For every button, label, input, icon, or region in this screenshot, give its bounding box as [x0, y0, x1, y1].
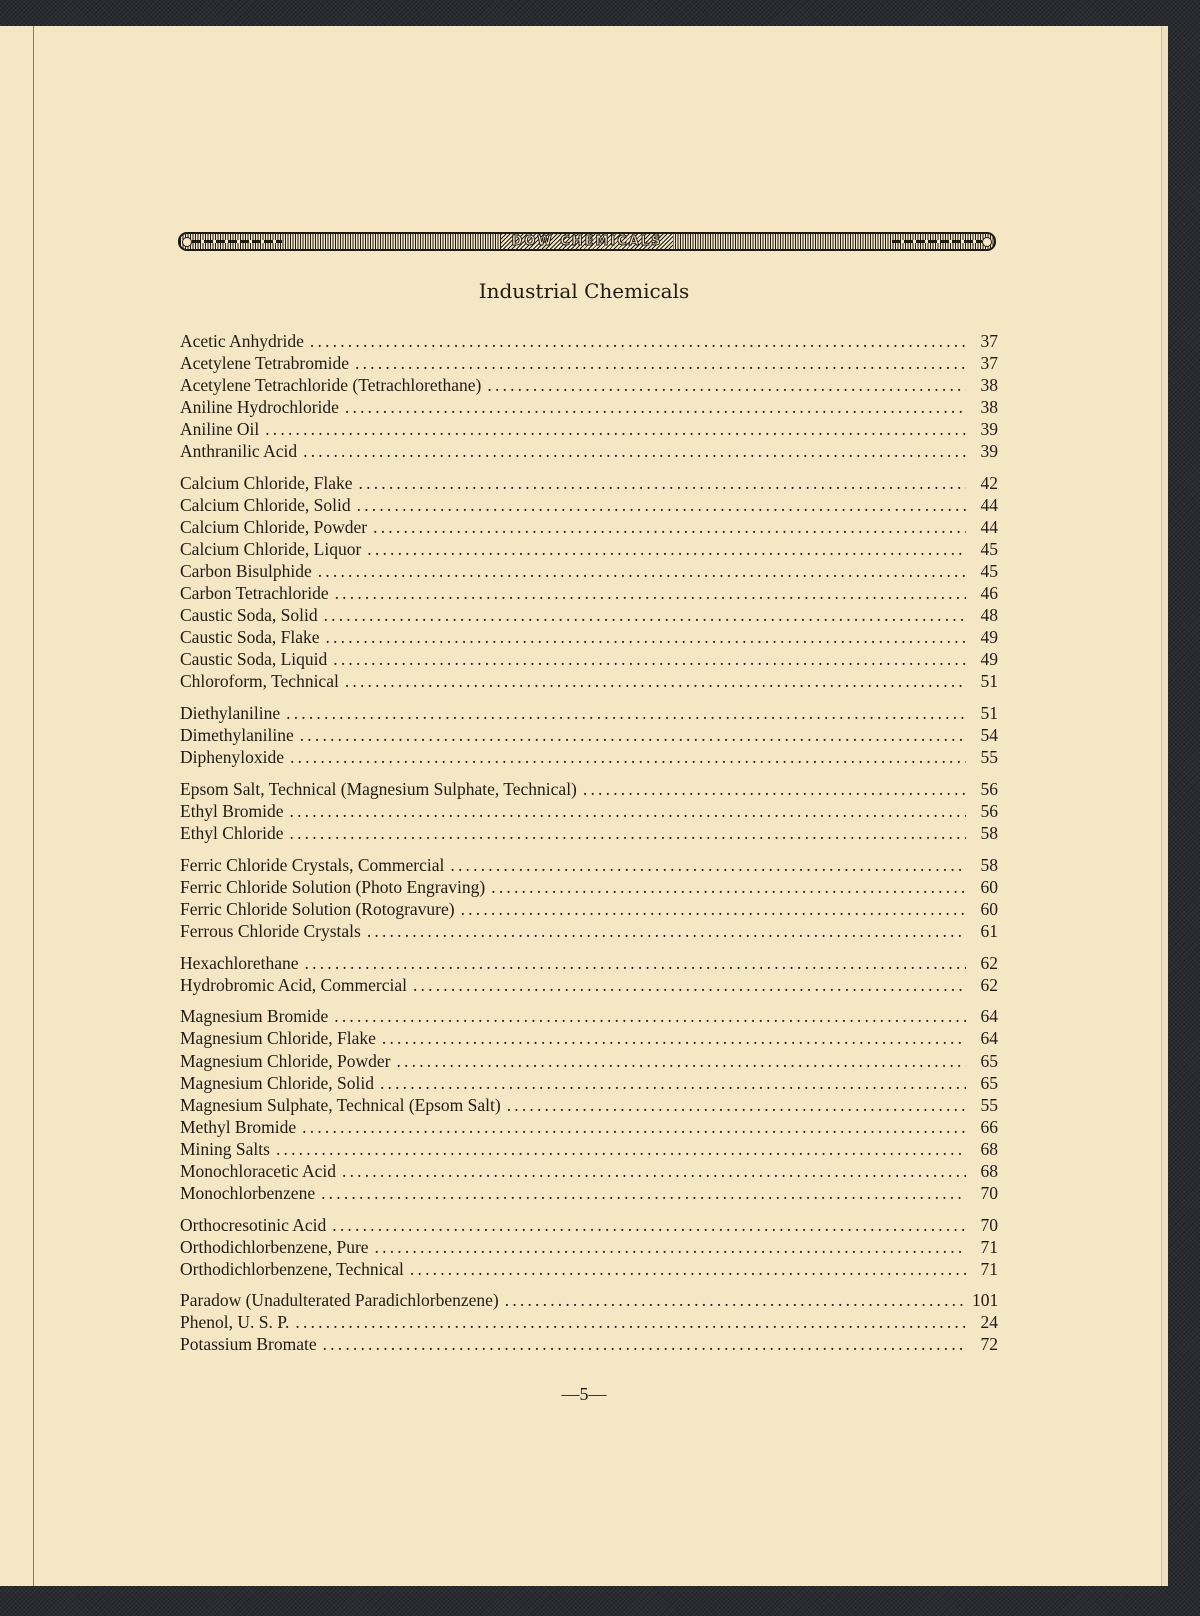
chemical-name: Mining Salts — [180, 1138, 270, 1159]
chemical-name: Ethyl Bromide — [180, 801, 284, 821]
dot-leader — [300, 724, 966, 746]
page-reference: 54 — [980, 725, 998, 746]
dot-leader — [345, 396, 966, 418]
dot-leader — [491, 876, 966, 898]
chemical-name: Ethyl Chloride — [180, 823, 284, 844]
page-gutter-line — [33, 26, 34, 1586]
chemical-name: Calcium Chloride, Solid — [180, 495, 351, 516]
index-entry — [180, 1214, 998, 1236]
index-entry — [180, 1050, 998, 1072]
chemical-name: Diethylaniline — [180, 703, 281, 724]
dot-leader — [323, 1333, 966, 1355]
dot-leader — [334, 1005, 966, 1027]
index-entry — [180, 778, 998, 800]
dot-leader — [310, 330, 966, 352]
index-entry — [180, 330, 998, 352]
index-entry — [180, 648, 998, 670]
dot-leader — [305, 952, 966, 974]
page-reference: 66 — [980, 1116, 998, 1137]
chemical-name: Ferric Chloride Solution (Photo Engraving) — [180, 876, 486, 897]
index-group — [180, 1005, 998, 1203]
dot-leader — [507, 1094, 966, 1116]
dot-leader — [324, 604, 966, 626]
page-reference: 39 — [980, 441, 998, 462]
banner-end-ornament — [182, 237, 192, 247]
index-entry — [180, 560, 998, 582]
page-reference: 56 — [980, 801, 998, 821]
dot-leader — [286, 702, 966, 724]
index-entry — [180, 1333, 998, 1355]
page-reference: 65 — [980, 1072, 998, 1093]
dot-leader — [396, 1050, 966, 1072]
page-reference: 55 — [980, 1094, 998, 1115]
page-reference: 44 — [980, 495, 998, 516]
page-reference: 51 — [980, 671, 998, 692]
chemical-name: Monochloracetic Acid — [180, 1160, 336, 1181]
banner-dash-ornament — [192, 240, 282, 243]
index-entry — [180, 352, 998, 374]
page-reference: 70 — [980, 1214, 998, 1235]
dot-leader — [332, 1214, 966, 1236]
chemical-name: Caustic Soda, Liquid — [180, 649, 328, 670]
index-entry — [180, 1027, 998, 1049]
index-entry — [180, 516, 998, 538]
chemical-name: Aniline Hydrochloride — [180, 397, 339, 418]
page-reference: 44 — [980, 517, 998, 538]
page-reference: 62 — [980, 974, 998, 995]
chemical-name: Caustic Soda, Solid — [180, 605, 318, 626]
dot-leader — [321, 1182, 966, 1204]
chemical-name: Calcium Chloride, Flake — [180, 472, 353, 493]
chemical-name: Phenol, U. S. P. — [180, 1312, 290, 1333]
index-entry — [180, 1258, 998, 1280]
index-group — [180, 952, 998, 996]
dot-leader — [410, 1258, 966, 1280]
page-reference: 37 — [980, 353, 998, 374]
banner-end-ornament — [982, 237, 992, 247]
dot-leader — [382, 1027, 966, 1049]
dot-leader — [461, 898, 966, 920]
chemical-name: Acetylene Tetrabromide — [180, 353, 350, 374]
dow-chemicals-banner — [178, 232, 996, 251]
index-group — [180, 1214, 998, 1280]
page-reference: 49 — [980, 649, 998, 670]
page-reference: 45 — [980, 539, 998, 560]
dot-leader — [290, 800, 966, 822]
chemical-name: Ferric Chloride Crystals, Commercial — [180, 854, 445, 875]
chemical-name: Orthocresotinic Acid — [180, 1214, 327, 1235]
page-reference: 58 — [980, 823, 998, 844]
index-group — [180, 330, 998, 462]
chemical-name: Chloroform, Technical — [180, 671, 339, 692]
index-entry — [180, 920, 998, 942]
page-reference: 38 — [980, 397, 998, 418]
dot-leader — [290, 822, 966, 844]
page-reference: 60 — [980, 898, 998, 919]
page-reference: 60 — [980, 876, 998, 897]
page-reference: 45 — [980, 561, 998, 582]
page-reference: 61 — [980, 920, 998, 941]
chemical-name: Orthodichlorbenzene, Pure — [180, 1236, 369, 1257]
index-entry — [180, 800, 998, 822]
dot-leader — [359, 472, 966, 494]
chemical-name: Potassium Bromate — [180, 1334, 317, 1355]
index-entry — [180, 472, 998, 494]
page-reference: 62 — [980, 952, 998, 973]
dot-leader — [295, 1311, 966, 1333]
index-group — [180, 702, 998, 768]
index-entry — [180, 670, 998, 692]
dot-leader — [303, 440, 966, 462]
chemical-index-list — [180, 330, 998, 1365]
chemical-name: Magnesium Bromide — [180, 1006, 329, 1027]
page-reference: 72 — [980, 1334, 998, 1355]
dot-leader — [302, 1116, 966, 1138]
page-reference: 64 — [980, 1028, 998, 1049]
index-entry — [180, 974, 998, 996]
index-entry — [180, 952, 998, 974]
dot-leader — [505, 1289, 966, 1311]
index-entry — [180, 1005, 998, 1027]
index-group — [180, 854, 998, 942]
dot-leader — [265, 418, 966, 440]
chemical-name: Acetylene Tetrachloride (Tetrachlorethane) — [180, 375, 482, 396]
index-group — [180, 472, 998, 692]
page-title: Industrial Chemicals — [478, 279, 690, 303]
page-reference: 71 — [980, 1258, 998, 1279]
chemical-name: Calcium Chloride, Powder — [180, 517, 368, 538]
dot-leader — [276, 1138, 966, 1160]
index-entry — [180, 1236, 998, 1258]
page-reference: 49 — [980, 627, 998, 648]
page-reference: 48 — [980, 605, 998, 626]
page-reference: 101 — [972, 1290, 999, 1311]
page-reference: 42 — [980, 472, 998, 493]
chemical-name: Hydrobromic Acid, Commercial — [180, 974, 407, 995]
index-entry — [180, 724, 998, 746]
chemical-name: Anthranilic Acid — [180, 441, 298, 462]
index-entry — [180, 626, 998, 648]
dot-leader — [367, 538, 966, 560]
index-entry — [180, 374, 998, 396]
chemical-name: Orthodichlorbenzene, Technical — [180, 1258, 404, 1279]
chemical-name: Magnesium Chloride, Solid — [180, 1072, 374, 1093]
chemical-name: Ferrous Chloride Crystals — [180, 920, 361, 941]
chemical-name: Dimethylaniline — [180, 725, 294, 746]
index-entry — [180, 854, 998, 876]
dot-leader — [345, 670, 966, 692]
page-reference: 70 — [980, 1182, 998, 1203]
index-entry — [180, 1311, 998, 1333]
dot-leader — [318, 560, 966, 582]
dot-leader — [373, 516, 966, 538]
page-reference: 71 — [980, 1236, 998, 1257]
index-entry — [180, 582, 998, 604]
index-entry — [180, 538, 998, 560]
index-entry — [180, 822, 998, 844]
index-entry — [180, 1138, 998, 1160]
chemical-name: Magnesium Chloride, Flake — [180, 1028, 376, 1049]
chemical-name: Monochlorbenzene — [180, 1182, 316, 1203]
index-group — [180, 778, 998, 844]
page-reference: 58 — [980, 854, 998, 875]
index-entry — [180, 494, 998, 516]
dot-leader — [333, 648, 966, 670]
index-entry — [180, 1072, 998, 1094]
chemical-name: Carbon Tetrachloride — [180, 583, 329, 604]
index-group — [180, 1289, 998, 1355]
banner-text: DOW CHEMICALS — [501, 234, 672, 249]
chemical-name: Caustic Soda, Flake — [180, 627, 320, 648]
dot-leader — [357, 494, 966, 516]
chemical-name: Magnesium Chloride, Powder — [180, 1050, 391, 1071]
page-reference: 68 — [980, 1138, 998, 1159]
page-reference: 65 — [980, 1050, 998, 1071]
dot-leader — [326, 626, 967, 648]
index-entry — [180, 396, 998, 418]
dot-leader — [450, 854, 966, 876]
banner-dash-ornament — [892, 240, 982, 243]
page-reference: 68 — [980, 1160, 998, 1181]
dot-leader — [342, 1160, 966, 1182]
chemical-name: Hexachlorethane — [180, 952, 299, 973]
chemical-name: Ferric Chloride Solution (Rotogravure) — [180, 898, 455, 919]
index-entry — [180, 876, 998, 898]
page-reference: 64 — [980, 1006, 998, 1027]
index-entry — [180, 604, 998, 626]
index-entry — [180, 1116, 998, 1138]
index-entry — [180, 746, 998, 768]
index-entry — [180, 1160, 998, 1182]
index-entry — [180, 440, 998, 462]
dot-leader — [375, 1236, 966, 1258]
page-reference: 38 — [980, 375, 998, 396]
page-reference: 24 — [980, 1312, 998, 1333]
chemical-name: Magnesium Sulphate, Technical (Epsom Salt) — [180, 1094, 501, 1115]
index-entry — [180, 1182, 998, 1204]
chemical-name: Carbon Bisulphide — [180, 561, 312, 582]
index-entry — [180, 898, 998, 920]
page-reference: 46 — [980, 583, 998, 604]
dot-leader — [335, 582, 966, 604]
chemical-name: Epsom Salt, Technical (Magnesium Sulphate, Technical) — [180, 778, 577, 799]
dot-leader — [367, 920, 966, 942]
index-entry — [180, 1094, 998, 1116]
index-entry — [180, 702, 998, 724]
chemical-name: Aniline Oil — [180, 419, 260, 440]
page-reference: 55 — [980, 747, 998, 768]
dot-leader — [380, 1072, 966, 1094]
dot-leader — [290, 746, 966, 768]
page-reference: 56 — [980, 778, 998, 799]
index-entry — [180, 418, 998, 440]
chemical-name: Calcium Chloride, Liquor — [180, 539, 362, 560]
chemical-name: Diphenyloxide — [180, 747, 285, 768]
dot-leader — [487, 374, 966, 396]
page-number: —5— — [561, 1384, 607, 1404]
chemical-name: Methyl Bromide — [180, 1116, 297, 1137]
chemical-name: Paradow (Unadulterated Paradichlorbenzene) — [180, 1290, 499, 1311]
page-reference: 37 — [980, 331, 998, 351]
dot-leader — [413, 974, 966, 996]
page-reference: 51 — [980, 703, 998, 724]
dot-leader — [583, 778, 966, 800]
index-entry — [180, 1289, 998, 1311]
page-reference: 39 — [980, 419, 998, 440]
dot-leader — [355, 352, 966, 374]
chemical-name: Acetic Anhydride — [180, 331, 304, 351]
